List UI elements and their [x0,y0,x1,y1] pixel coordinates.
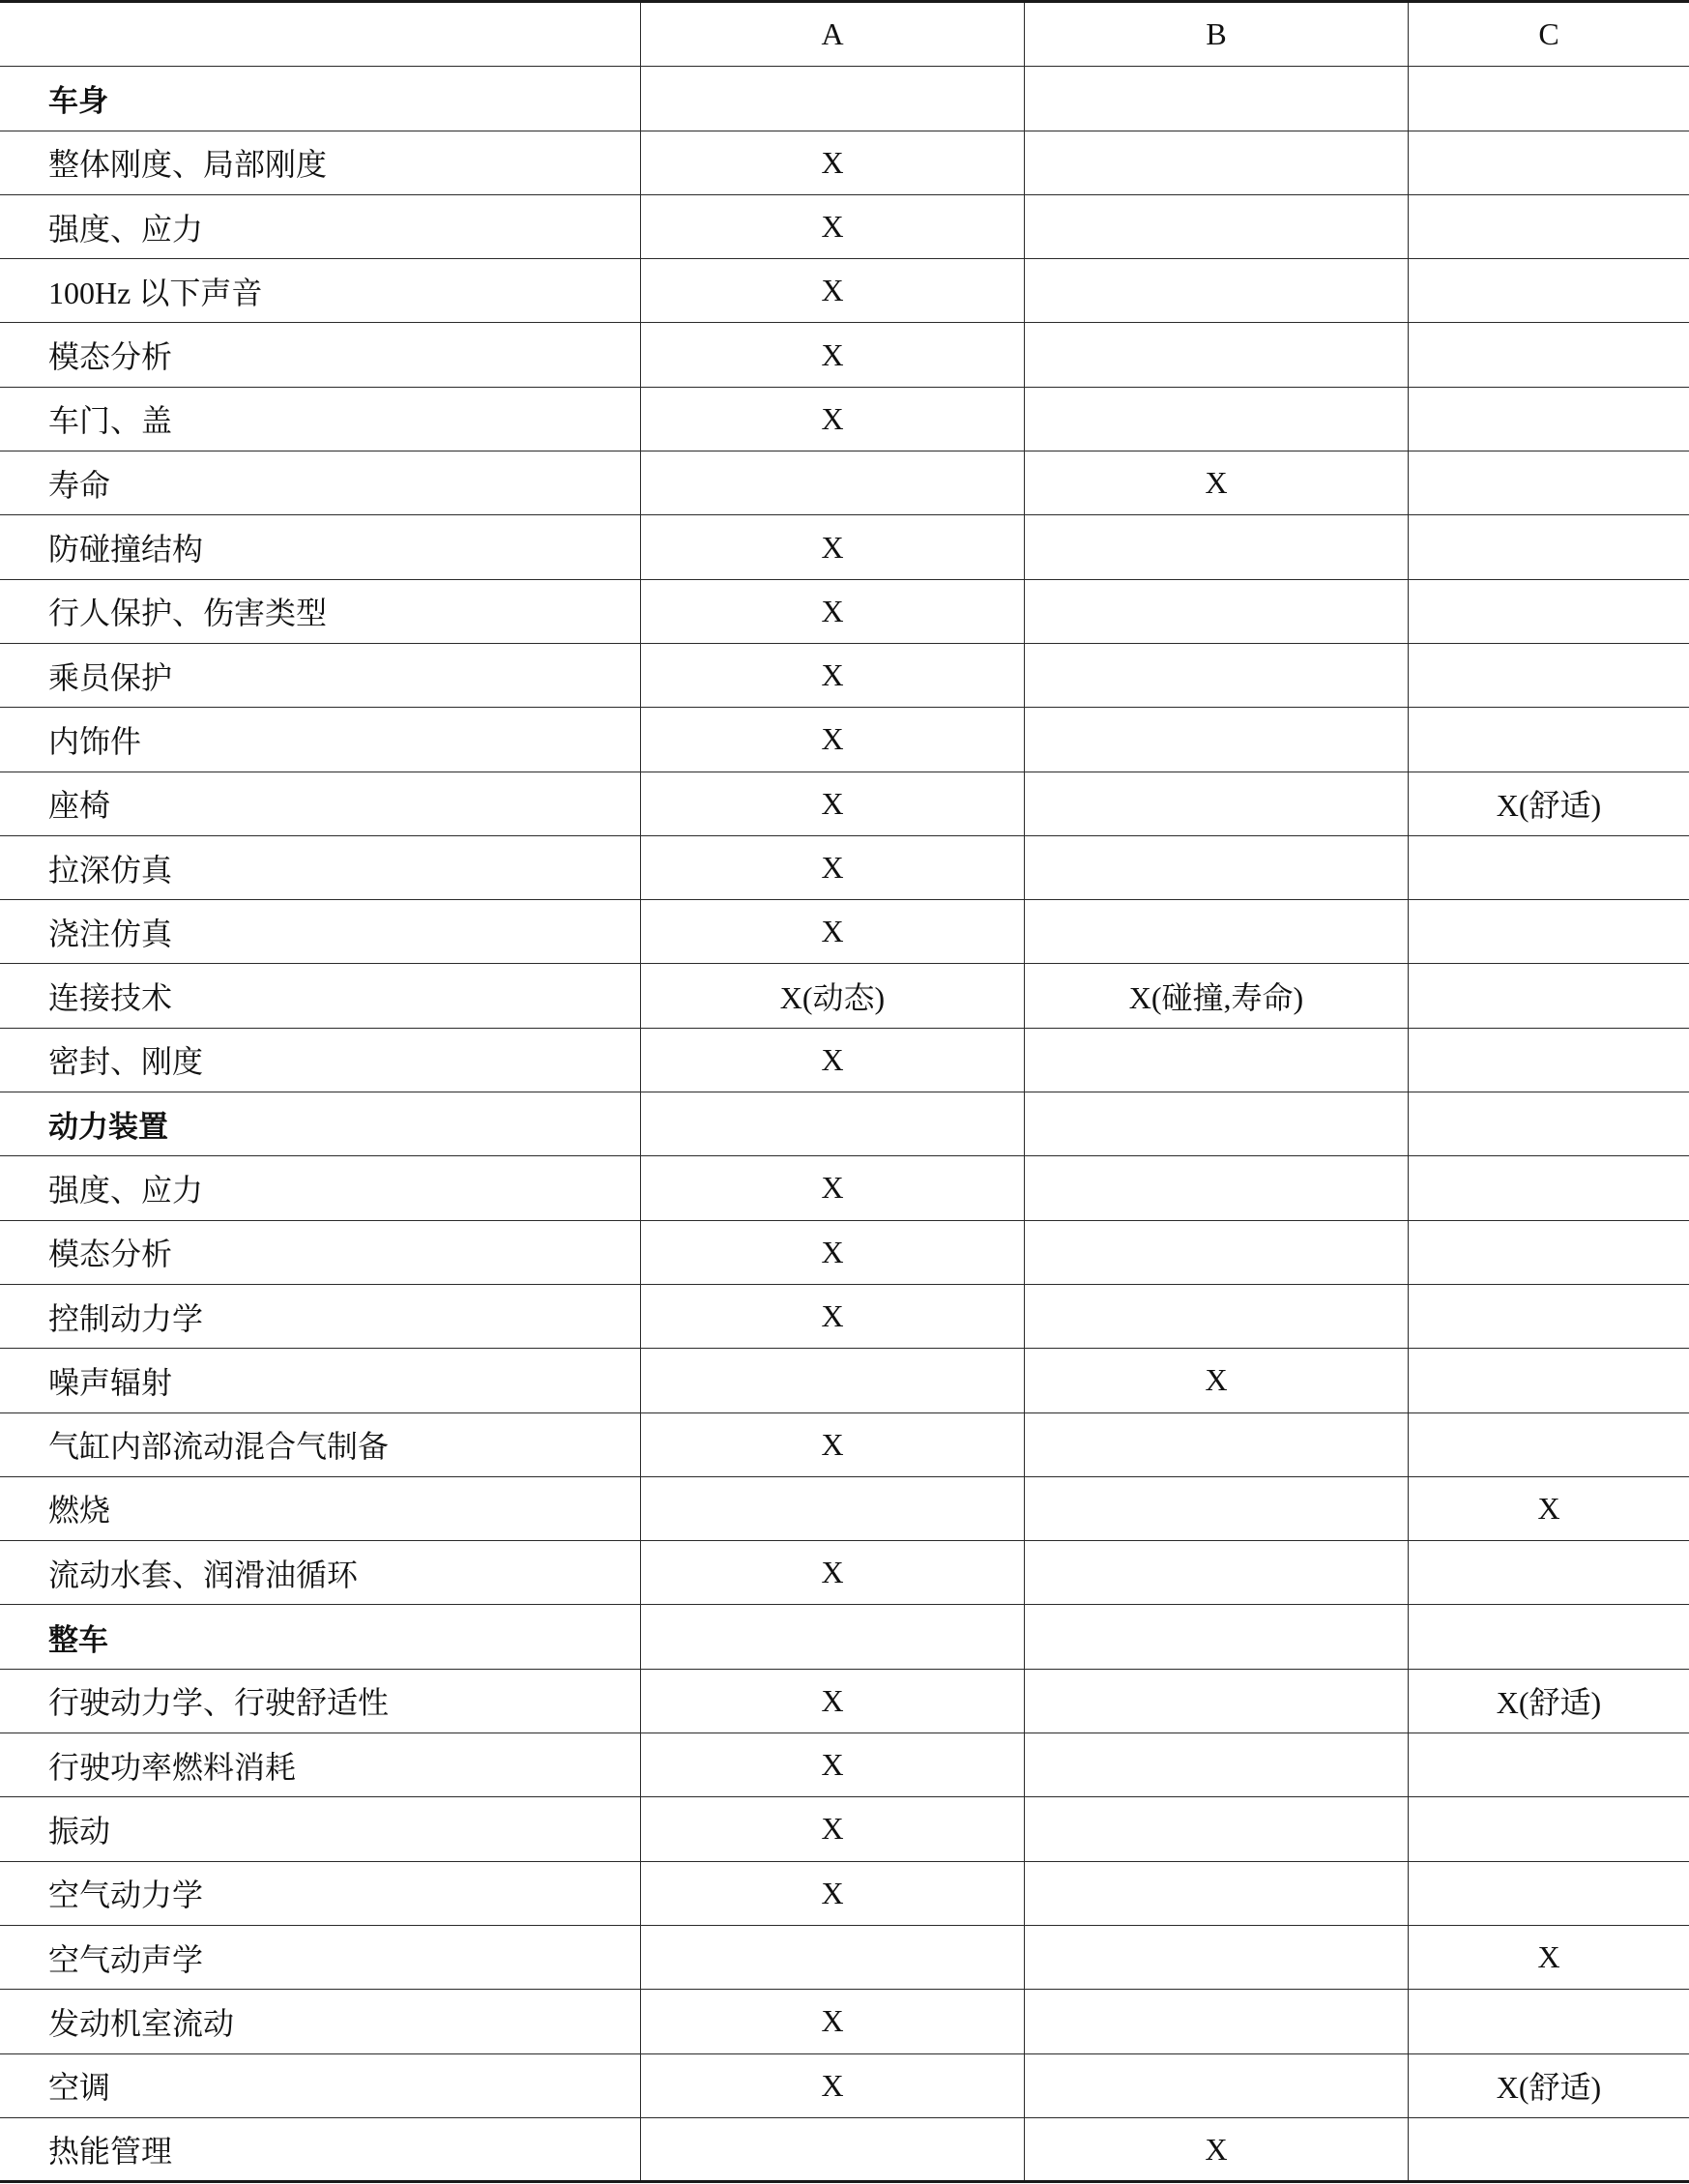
cell-c: X [1409,1477,1689,1541]
cell-c [1409,388,1689,451]
cell-a: X [641,708,1025,772]
cell-c [1409,1605,1689,1669]
cell-a: X(动态) [641,964,1025,1028]
cell-c [1409,131,1689,195]
cell-b [1025,1477,1409,1541]
cell-b [1025,1670,1409,1733]
row-label-cell: 发动机室流动 [0,1990,641,2053]
row-label-cell: 燃烧 [0,1477,641,1541]
cell-a [641,1477,1025,1541]
row-label-cell: 密封、刚度 [0,1029,641,1092]
cell-b [1025,515,1409,579]
row-label-cell: 车门、盖 [0,388,641,451]
cell-c [1409,1221,1689,1285]
section-title: 整车 [48,1622,108,1658]
cell-a: X [641,1862,1025,1926]
cell-b [1025,1285,1409,1349]
cell-c [1409,1413,1689,1477]
cell-b [1025,1092,1409,1156]
row-label-cell: 强度、应力 [0,1156,641,1220]
cell-c [1409,836,1689,900]
row-label-cell: 空气动声学 [0,1926,641,1990]
cell-c [1409,1733,1689,1797]
cell-c [1409,1156,1689,1220]
row-label-cell: 行人保护、伤害类型 [0,580,641,644]
cell-c [1409,580,1689,644]
cell-c [1409,67,1689,131]
cell-c: X [1409,1926,1689,1990]
row-label-cell: 空调 [0,2054,641,2118]
header-cell-b: B [1025,3,1409,67]
cell-b [1025,644,1409,708]
cell-b: X [1025,1349,1409,1412]
cell-a [641,1349,1025,1412]
cell-b [1025,1029,1409,1092]
cell-c [1409,900,1689,964]
cell-b [1025,2054,1409,2118]
cell-c [1409,1990,1689,2053]
simulation-table [0,3,1689,2182]
cell-a: X [641,900,1025,964]
cell-c [1409,1797,1689,1861]
cell-c [1409,1862,1689,1926]
row-label-cell: 100Hz 以下声音 [0,259,641,323]
row-label-cell: 空气动力学 [0,1862,641,1926]
row-label-cell: 浇注仿真 [0,900,641,964]
cell-b [1025,1733,1409,1797]
row-label-cell: 防碰撞结构 [0,515,641,579]
cell-b [1025,1221,1409,1285]
section-header-cell [0,1092,641,1156]
cell-a [641,2118,1025,2182]
cell-a: X [641,1541,1025,1605]
cell-a: X [641,772,1025,836]
cell-c [1409,708,1689,772]
row-label-cell: 内饰件 [0,708,641,772]
cell-b [1025,1541,1409,1605]
section-title: 车身 [48,84,108,120]
cell-b [1025,900,1409,964]
cell-a: X [641,1285,1025,1349]
cell-b [1025,708,1409,772]
cell-c [1409,644,1689,708]
row-label-cell: 整体刚度、局部刚度 [0,131,641,195]
cell-a [641,67,1025,131]
cell-b [1025,259,1409,323]
cell-b: X [1025,451,1409,515]
cell-a: X [641,195,1025,259]
cell-a: X [641,259,1025,323]
cell-c [1409,1029,1689,1092]
cell-b [1025,1990,1409,2053]
cell-a: X [641,2054,1025,2118]
cell-b [1025,195,1409,259]
header-cell-blank [0,3,641,67]
cell-a: X [641,1797,1025,1861]
row-label-cell: 乘员保护 [0,644,641,708]
cell-b [1025,67,1409,131]
section-title: 动力装置 [48,1110,168,1146]
cell-a: X [641,515,1025,579]
row-label-cell: 模态分析 [0,1221,641,1285]
cell-a [641,1605,1025,1669]
row-label-cell: 寿命 [0,451,641,515]
cell-b [1025,1862,1409,1926]
cell-b [1025,580,1409,644]
row-label-cell: 噪声辐射 [0,1349,641,1412]
cell-a: X [641,1733,1025,1797]
cell-c: X(舒适) [1409,772,1689,836]
row-label-cell: 热能管理 [0,2118,641,2182]
cell-c: X(舒适) [1409,1670,1689,1733]
row-label-cell: 强度、应力 [0,195,641,259]
cell-b [1025,1156,1409,1220]
row-label-cell: 行驶功率燃料消耗 [0,1733,641,1797]
cell-a [641,451,1025,515]
cell-c [1409,195,1689,259]
row-label-cell: 振动 [0,1797,641,1861]
cell-c [1409,1541,1689,1605]
cell-a: X [641,1029,1025,1092]
cell-b: X(碰撞,寿命) [1025,964,1409,1028]
cell-a: X [641,580,1025,644]
cell-a: X [641,644,1025,708]
cell-a: X [641,388,1025,451]
row-label-cell: 座椅 [0,772,641,836]
cell-b [1025,836,1409,900]
row-label-cell: 气缸内部流动混合气制备 [0,1413,641,1477]
cell-a: X [641,1670,1025,1733]
cell-c [1409,1285,1689,1349]
row-label-cell: 控制动力学 [0,1285,641,1349]
cell-c [1409,1092,1689,1156]
cell-c [1409,259,1689,323]
cell-b [1025,131,1409,195]
cell-a: X [641,1990,1025,2053]
row-label-cell: 连接技术 [0,964,641,1028]
cell-a: X [641,836,1025,900]
cell-b [1025,1413,1409,1477]
cell-a [641,1092,1025,1156]
cell-c: X(舒适) [1409,2054,1689,2118]
cell-a: X [641,131,1025,195]
cell-b [1025,388,1409,451]
cell-c [1409,964,1689,1028]
cell-b [1025,1605,1409,1669]
cell-a: X [641,1156,1025,1220]
section-header-cell [0,67,641,131]
cell-a [641,1926,1025,1990]
cell-a: X [641,1413,1025,1477]
cell-c [1409,323,1689,387]
cell-b [1025,772,1409,836]
cell-b [1025,1926,1409,1990]
section-header-cell [0,1605,641,1669]
header-cell-a: A [641,3,1025,67]
cell-c [1409,2118,1689,2182]
row-label-cell: 模态分析 [0,323,641,387]
row-label-cell: 流动水套、润滑油循环 [0,1541,641,1605]
bottom-rule [0,2180,1689,2183]
cell-c [1409,1349,1689,1412]
cell-b [1025,1797,1409,1861]
cell-a: X [641,323,1025,387]
cell-b [1025,323,1409,387]
cell-b: X [1025,2118,1409,2182]
row-label-cell: 行驶动力学、行驶舒适性 [0,1670,641,1733]
cell-c [1409,451,1689,515]
header-cell-c: C [1409,3,1689,67]
cell-c [1409,515,1689,579]
cell-a: X [641,1221,1025,1285]
row-label-cell: 拉深仿真 [0,836,641,900]
